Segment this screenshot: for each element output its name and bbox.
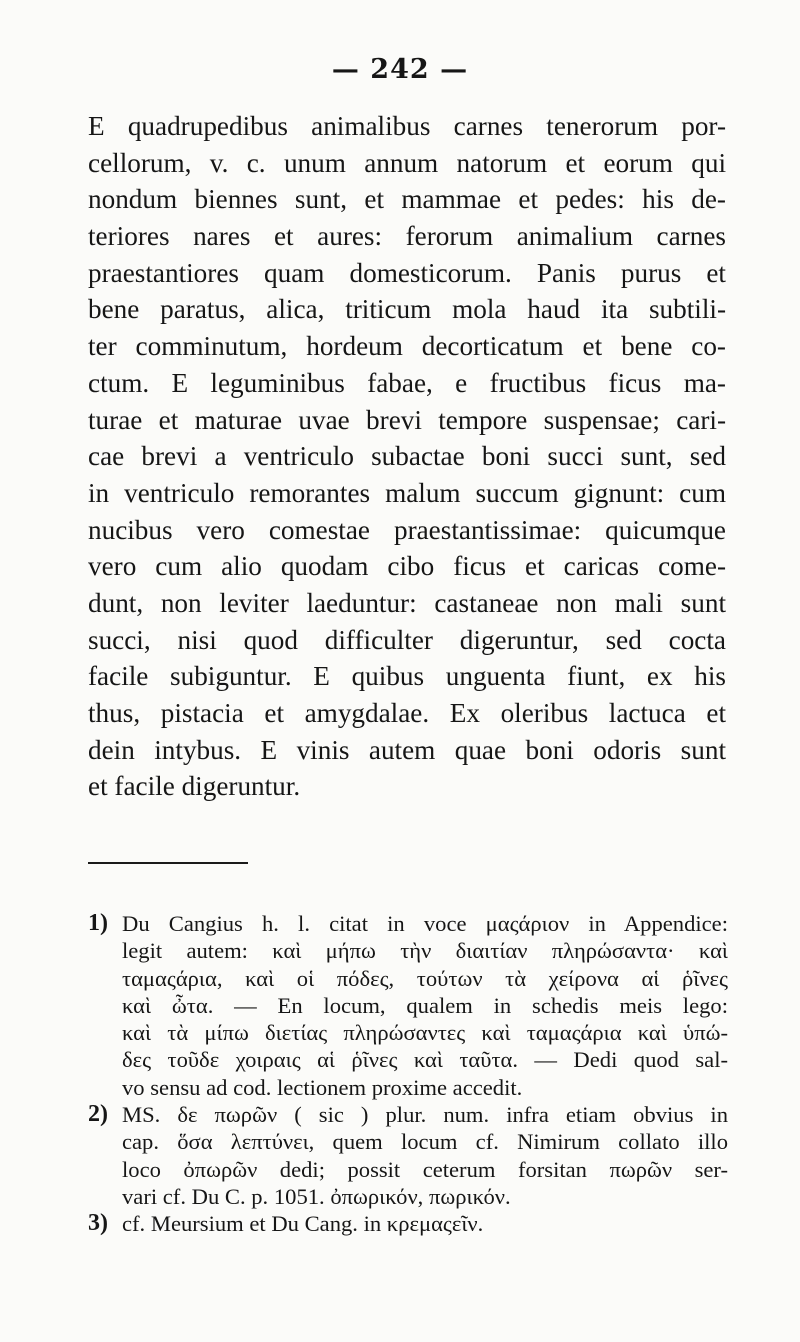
text-line: teriores nares et aures: ferorum animalium carnes	[88, 221, 726, 252]
text-line: et facile digeruntur.	[88, 771, 301, 802]
footnote-line: MS. δε πωρῶν ( sic ) plur. num. infra etiam obvius in	[122, 1102, 728, 1128]
footnote-marker: 3)	[88, 1210, 108, 1237]
text-line: ctum. E leguminibus fabae, e fructibus ficus ma-	[88, 367, 726, 398]
text-line: praestantiores quam domesticorum. Panis purus et	[88, 257, 726, 288]
text-line: facile subiguntur. E quibus unguenta fiunt, ex his	[88, 661, 726, 692]
footnote-line: cap. ὅσα λεπτύνει, quem locum cf. Nimirum collato illo	[122, 1129, 728, 1155]
footnote-line: δες τοῦδε χοιραις αἱ ῥῖνες καὶ ταῦτα. — Dedi quod sal-	[122, 1047, 728, 1073]
text-line: E quadrupedibus animalibus carnes tenerorum por-	[88, 111, 726, 141]
footnote-line: καὶ ὦτα. — En locum, qualem in schedis meis lego:	[122, 992, 728, 1018]
footnote-line: cf. Meursium et Du Cang. in κρεμαςεῖν.	[122, 1211, 484, 1237]
text-line: dein intybus. E vinis autem quae boni odoris sunt	[88, 734, 726, 765]
footnote-line: legit autem: καὶ μήπω τὴν διαιτίαν πληρώσαντα· καὶ	[122, 938, 728, 964]
text-line: vero cum alio quodam cibo ficus et caricas come-	[88, 551, 726, 582]
footnote-line: Du Cangius h. l. citat in voce μαςάριον in Appendice:	[122, 911, 728, 936]
footnote-separator-rule	[88, 862, 248, 864]
text-line: cae brevi a ventriculo subactae boni succi sunt, sed	[88, 441, 726, 472]
footnote-3	[88, 1210, 728, 1237]
footnote-line: ταμαςάρια, καὶ οἱ πόδες, τούτων τὰ χείρονα αἱ ῥῖνες	[122, 965, 728, 991]
footnote-line: vari cf. Du C. p. 1051. ὀπωρικόν, πωρικόν.	[122, 1183, 511, 1209]
text-line: bene paratus, alica, triticum mola haud ita subtili-	[88, 294, 726, 325]
text-line: succi, nisi quod difficulter digeruntur, sed cocta	[88, 624, 726, 655]
text-line: turae et maturae uvae brevi tempore suspensae; cari-	[88, 404, 726, 435]
footnote-1	[88, 910, 728, 1101]
main-text-block	[88, 108, 726, 805]
footnote-line: καὶ τὰ μίπω διετίας πληρώσαντες καὶ ταμαςάρια καὶ ὑπώ-	[122, 1020, 728, 1046]
text-line: thus, pistacia et amygdalae. Ex oleribus lactuca et	[88, 698, 726, 728]
page-number: — 242 —	[331, 54, 469, 85]
footnote-marker: 2)	[88, 1101, 108, 1128]
footnote-line: vo sensu ad cod. lectionem proxime accedit.	[122, 1074, 523, 1100]
footnotes-block	[88, 910, 728, 1238]
footnote-2	[88, 1101, 728, 1210]
text-line: nondum biennes sunt, et mammae et pedes: his de-	[88, 184, 726, 215]
footnote-marker: 1)	[88, 910, 108, 936]
text-line: nucibus vero comestae praestantissimae: quicumque	[88, 514, 726, 545]
footnote-line: loco ὀπωρῶν dedi; possit ceterum forsitan πωρῶν ser-	[122, 1156, 728, 1182]
text-line: cellorum, v. c. unum annum natorum et eorum qui	[88, 147, 726, 178]
text-line: ter comminutum, hordeum decorticatum et bene co-	[88, 331, 726, 362]
text-line: dunt, non leviter laeduntur: castaneae non mali sunt	[88, 587, 726, 618]
text-line: in ventriculo remorantes malum succum gignunt: cum	[88, 477, 726, 508]
